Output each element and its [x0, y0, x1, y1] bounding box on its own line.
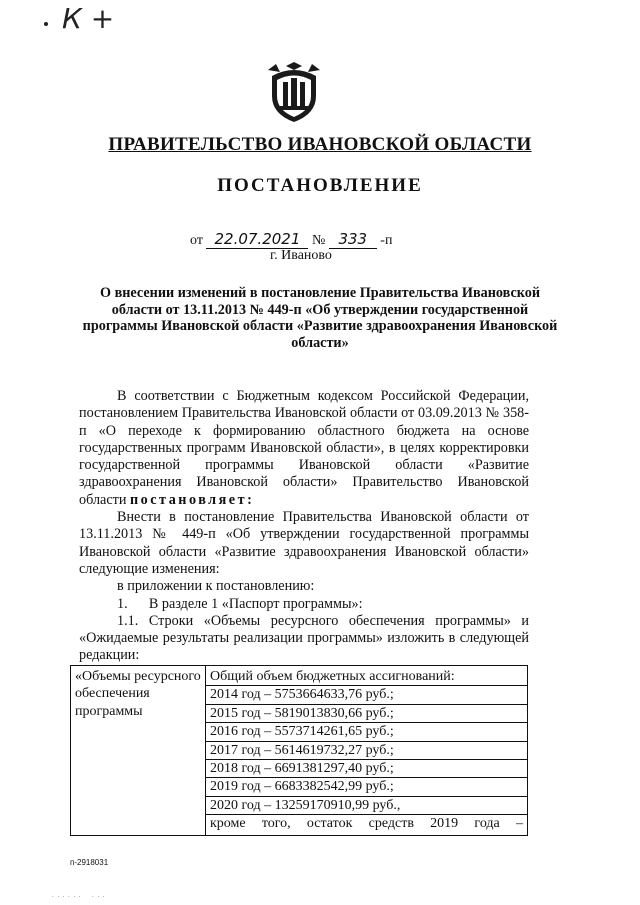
table-line: 2020 год – 13259170910,99 руб., — [206, 797, 527, 815]
document-body — [79, 388, 529, 665]
table-line: Общий объем бюджетных ассигнований: — [206, 668, 527, 686]
date-prefix: от — [190, 233, 203, 248]
table-label-cell: «Объемы ресурсного обеспечения программы — [71, 666, 206, 836]
table-line: 2015 год – 5819013830,66 руб.; — [206, 705, 527, 723]
allocation-table — [70, 665, 528, 836]
table-line: 2019 год – 6683382542,99 руб.; — [206, 778, 527, 796]
paragraph-amendment: Внести в постановление Правительства Ивановской области от 13.11.2013 № 449-п «Об утверждении государственной программы Ивановской области «Развитие здравоохранения Ивановской области» следующие изменения: — [79, 509, 529, 577]
government-title: ПРАВИТЕЛЬСТВО ИВАНОВСКОЙ ОБЛАСТИ — [108, 134, 532, 155]
paragraph-preamble — [79, 388, 529, 509]
number-label: № — [311, 233, 326, 248]
ink-dot — [44, 22, 48, 26]
handwritten-mark: К + — [62, 2, 115, 35]
table-line: кроме того, остаток средств 2019 года – — [210, 816, 523, 832]
preamble-text: В соответствии с Бюджетным кодексом Российской Федерации, постановлением Правительства Ивановской области от 03.09.2013 № 358-п «О переходе к формированию областного бюджета на основе государственных программ Ивановской области», в целях корректировки государственной программы Ивановской области «Развитие здравоохранения Ивановской области» Правительство Ивановской области — [79, 388, 529, 508]
scan-edge-marks: . . . . . . . . . — [52, 893, 106, 899]
footer-code: п-2918031 — [70, 858, 109, 867]
item-1-1: 1.1. Строки «Объемы ресурсного обеспечения программы» и «Ожидаемые результаты реализации программы» изложить в следующей редакции: — [79, 612, 529, 664]
number-suffix: -п — [380, 233, 393, 248]
paragraph-appendix: в приложении к постановлению: — [117, 578, 315, 595]
document-subject: О внесении изменений в постановление Правительства Ивановской области от 13.11.2013 № 449-п «Об утверждении государственной программы Ивановской области «Развитие здравоохранения Ивановской области» — [82, 285, 558, 351]
item-1: 1. В разделе 1 «Паспорт программы»: — [117, 595, 363, 612]
table-row — [71, 666, 528, 836]
document-type: ПОСТАНОВЛЕНИЕ — [217, 175, 423, 196]
table-line: 2018 год – 6691381297,40 руб.; — [206, 760, 527, 778]
coat-of-arms-emblem — [266, 62, 322, 124]
table-line: 2017 год – 5614619732,27 руб.; — [206, 742, 527, 760]
date-value: 22.07.2021 — [206, 230, 308, 249]
table-line: 2016 год – 5573714261,65 руб.; — [206, 723, 527, 741]
table-values-cell — [206, 666, 528, 836]
table-line: 2014 год – 5753664633,76 руб.; — [206, 686, 527, 704]
number-value: 333 — [329, 230, 377, 249]
city: г. Иваново — [270, 248, 332, 263]
date-number-line — [190, 230, 392, 249]
decree-word: постановляет: — [129, 491, 255, 508]
